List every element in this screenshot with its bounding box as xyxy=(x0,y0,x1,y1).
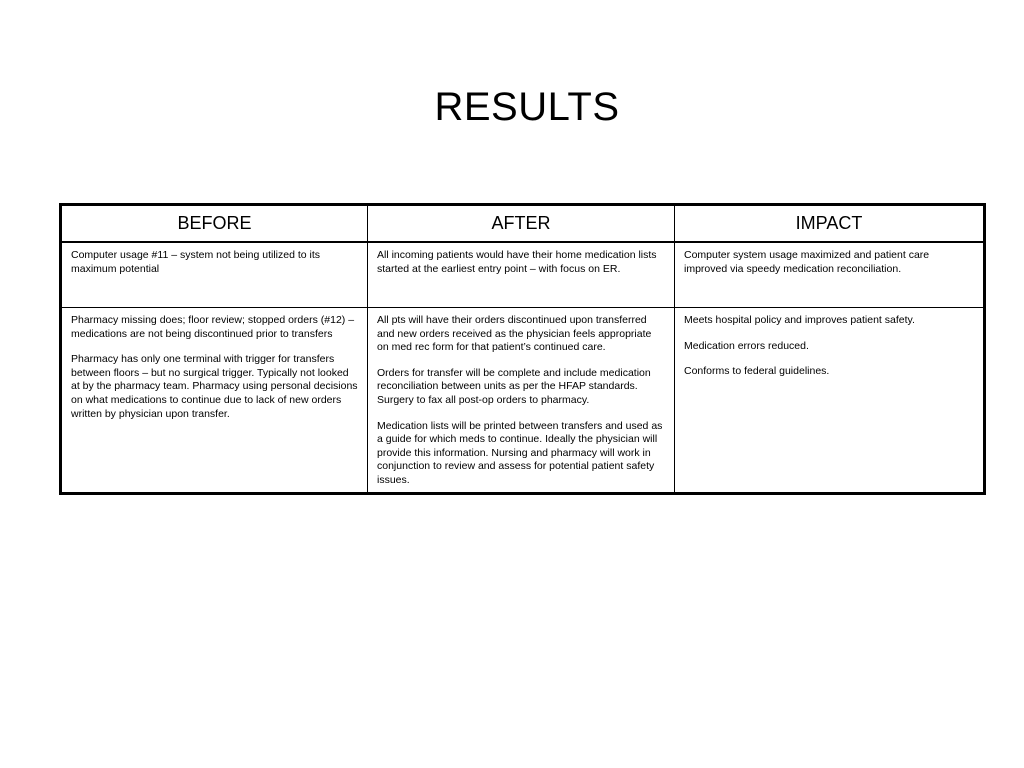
cell-paragraph: Medication lists will be printed between transfers and used as a guide for which meds to continue. Ideally the physician will provide this information. Nursing and pharmacy will work in conjunction to review and assess for potential patient safety issues. xyxy=(377,419,663,486)
header-row xyxy=(61,205,985,243)
cell-impact xyxy=(675,242,985,308)
results-table xyxy=(59,203,986,495)
cell-paragraph: Computer usage #11 – system not being utilized to its maximum potential xyxy=(71,249,321,275)
slide-title: RESULTS xyxy=(434,85,620,129)
cell-before xyxy=(61,242,368,308)
cell-paragraph: Pharmacy has only one terminal with trigger for transfers between floors – but no surgical trigger. Typically not looked at by the pharmacy team. Pharmacy using personal decisions on what medications to continue due to lack of new orders written by physician upon transfer. xyxy=(71,353,358,420)
cell-paragraph: Pharmacy missing does; floor review; stopped orders (#12) – medications are not being discontinued prior to transfers xyxy=(71,314,355,340)
header-before: BEFORE xyxy=(61,205,368,243)
cell-paragraph: Orders for transfer will be complete and include medication reconciliation between units as per the HFAP standards. Surgery to fax all post-op orders to pharmacy. xyxy=(377,366,651,406)
cell-paragraph: Medication errors reduced. xyxy=(684,339,809,352)
cell-paragraph: Computer system usage maximized and patient care improved via speedy medication reconciliation. xyxy=(684,249,930,275)
cell-after xyxy=(368,242,675,308)
cell-after xyxy=(368,308,675,494)
cell-paragraph: All incoming patients would have their home medication lists started at the earliest entry point – with focus on ER. xyxy=(377,249,657,275)
cell-paragraph: All pts will have their orders discontinued upon transferred and new orders received as the physician feels appropriate on med rec form for that patient’s continued care. xyxy=(377,314,652,354)
table-row xyxy=(61,242,985,308)
header-after: AFTER xyxy=(368,205,675,243)
cell-paragraph: Conforms to federal guidelines. xyxy=(684,365,830,378)
cell-before xyxy=(61,308,368,494)
table-row xyxy=(61,308,985,494)
header-impact: IMPACT xyxy=(675,205,985,243)
cell-paragraph: Meets hospital policy and improves patient safety. xyxy=(684,314,915,326)
cell-impact xyxy=(675,308,985,494)
